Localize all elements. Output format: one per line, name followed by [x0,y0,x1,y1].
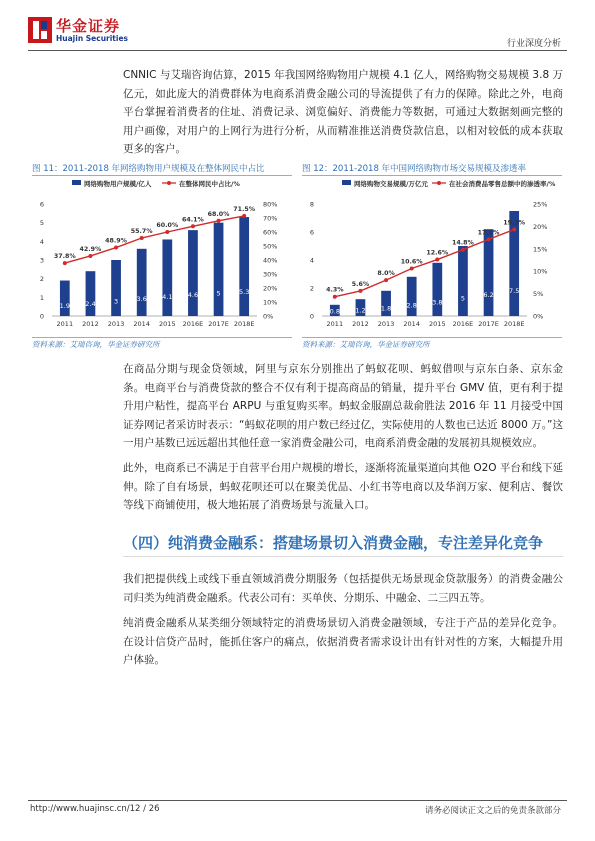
line-point [435,258,439,262]
line-point [410,267,414,271]
bar-value-label: 3.8 [432,298,443,307]
bar [86,271,96,316]
footer-disclaimer: 请务必阅读正文之后的免责条款部分 [424,806,561,816]
y-right-tick-label: 30% [263,270,278,279]
bar-value-label: 5 [216,289,221,298]
line-data-label: 37.8% [53,253,76,261]
chart-title: 图 12：2011-2018 年中国网络购物市场交易规模及渗透率 [302,164,527,174]
line-data-label: 19.3% [503,219,526,227]
bar [458,246,468,316]
bar-value-label: 0.8 [329,307,340,316]
x-tick-label: 2011 [326,320,344,328]
x-tick-label: 2018E [233,320,255,328]
paragraph-1: CNNIC 与艾瑞咨询估算，2015 年我国网络购物用户规模 4.1 亿人，网络购物交易规模 3.8 万亿元，如此庞大的消费群体为电商系消费金融公司的导流提供了有力的保障。除此之外，电商平台掌握着消费者的住址、消费记录、浏览偏好、消费能力等数据，可通过大数据刻画完整的用户画像，对用户的上网行为进行分析，从而精准推送消费贷款信息，以相对较低的成本获取更多的客户。 [123,69,563,156]
bar-value-label: 2.4 [85,300,96,309]
line-point [512,228,516,232]
x-tick-label: 2013 [107,320,125,328]
section-divider [123,556,563,557]
line-data-label: 68.0% [207,210,230,218]
y-right-tick-label: 0% [263,312,274,321]
y-right-tick-label: 10% [533,267,548,276]
line-point [63,261,67,265]
chart-canvas [32,176,292,336]
logo-text-en: Huajin Securities [56,34,129,43]
y-right-tick-label: 15% [533,245,548,254]
logo-text-cn: 华金证券 [56,17,121,35]
x-tick-label: 2014 [133,320,150,328]
line-data-label: 64.1% [182,216,204,224]
bar-value-label: 1.9 [59,302,70,311]
chart-source: 资料来源：艾瑞咨询，华金证券研究所 [302,340,430,349]
line-point [140,236,144,240]
legend-marker-line [167,181,171,185]
y-left-tick-label: 5 [39,219,44,228]
bar-value-label: 3.6 [136,295,147,304]
line-data-label: 55.7% [130,228,153,236]
y-left-tick-label: 6 [39,200,44,209]
chart-canvas [302,176,562,336]
bar [60,281,70,316]
bar [137,249,147,316]
y-right-tick-label: 40% [263,256,278,265]
footer-divider [28,800,567,801]
chart-title: 图 11：2011-2018 年网络购物用户规模及在整体网民中占比 [32,164,265,174]
line-data-label: 42.9% [79,245,102,253]
line-point [165,230,169,234]
y-left-tick-label: 1 [39,293,44,302]
y-left-tick-label: 2 [39,275,44,284]
y-left-tick-label: 6 [309,228,314,237]
chart-source: 资料来源：艾瑞咨询，华金证券研究所 [32,340,160,349]
y-right-tick-label: 20% [263,284,278,293]
x-tick-label: 2012 [82,320,99,328]
y-left-tick-label: 8 [309,200,314,209]
legend-label-bar: 网络购物用户规模/亿人 [84,180,152,188]
bar [111,260,121,316]
x-tick-label: 2011 [56,320,74,328]
y-right-tick-label: 5% [533,290,544,299]
legend-label-line: 在整体网民中占比/% [179,180,240,188]
x-tick-label: 2018E [503,320,525,328]
y-left-tick-label: 4 [309,256,314,265]
y-right-tick-label: 25% [533,200,548,209]
line-point [217,219,221,223]
x-tick-label: 2016E [182,320,204,328]
bar [509,211,519,316]
bar [162,239,172,316]
y-right-tick-label: 20% [533,222,548,231]
bar-value-label: 4.1 [162,293,173,302]
x-tick-label: 2015 [429,320,446,328]
paragraph-2: 在商品分期与现金贷领域，阿里与京东分别推出了蚂蚁花呗、蚂蚁借呗与京东白条、京东金条。电商平台与消费贷款的整合不仅有利于提高商品的销量，提升平台 GMV 值，更有利于提升用户粘性，提高平台 ARPU 与重复购买率。蚂蚁金服副总裁俞胜法 2016 年 11 月接受中国证券网记者采访时表示：“蚂蚁花呗的用户数已经过亿，实际使用的人数也已达近 8000 万。”这一用户基数已远远超出其他任意一家消费金融公司，电商系消费金融的发展初具规模效应。 [123,363,563,450]
line-point [487,237,491,241]
paragraph-5: 纯消费金融系从某类细分领域特定的消费场景切入消费金融领域，专注于产品的差异化竞争。在设计信贷产品时，能抓住客户的痛点，依据消费者需求设计出有针对性的方案，大幅提升用户体验。 [123,617,563,667]
huajin-logo-icon [28,17,52,43]
y-right-tick-label: 80% [263,200,278,209]
y-right-tick-label: 50% [263,242,278,251]
legend-swatch-bar [72,180,81,185]
section-heading: （四）纯消费金融系：搭建场景切入消费金融，专注差异化竞争 [123,534,544,552]
x-tick-label: 2016E [452,320,474,328]
line-data-label: 48.9% [105,237,127,245]
chart-figure-12 [302,162,562,348]
bar-value-label: 3 [113,297,119,306]
line-point [461,248,465,252]
y-right-tick-label: 70% [263,214,278,223]
y-left-tick-label: 2 [309,284,314,293]
line-point [242,214,246,218]
bar-value-label: 2.8 [406,301,417,310]
footer-url-page: http://www.huajinsc.cn/12 / 26 [30,804,160,814]
bar-value-label: 7.5 [509,286,520,295]
line-data-label: 8.0% [377,270,395,278]
paragraph-3: 此外，电商系已不满足于自营平台用户规模的增长，逐渐将流量渠道向其他 O2O 平台和线下延伸。除了自有场景，蚂蚁花呗还可以在聚美优品、小红书等电商以及华润万家、便利店、餐饮等线下商铺使用，极大地拓展了消费场景与流量入口。 [123,462,563,512]
x-tick-label: 2013 [377,320,395,328]
line-point [191,224,195,228]
bar [484,229,494,316]
line-data-label: 17.1% [477,229,500,237]
bar [407,277,417,316]
line-data-label: 4.3% [326,286,344,294]
bar-value-label: 5.3 [239,288,250,297]
bar [188,230,198,316]
line-data-label: 5.6% [351,280,370,288]
x-tick-label: 2012 [352,320,369,328]
line-point [384,278,388,282]
paragraph-4: 我们把提供线上或线下垂直领域消费分期服务（包括提供无场景现金贷款服务）的消费金融公司归类为纯消费金融系。代表公司有：买单侠、分期乐、中融金、二三四五等。 [123,573,563,604]
bar [432,263,442,316]
header-divider [28,50,567,51]
page-header [0,0,595,52]
y-left-tick-label: 0 [39,312,44,321]
legend-marker-line [437,181,441,185]
chart-source-rule [32,337,292,338]
legend-swatch-bar [342,180,351,185]
y-right-tick-label: 60% [263,228,278,237]
line-data-label: 12.6% [426,249,449,257]
bar-value-label: 1.2 [355,306,366,315]
report-category: 行业深度分析 [506,39,561,49]
legend-label-line: 在社会消费品零售总额中的渗透率/% [449,180,556,188]
line-data-label: 71.5% [233,205,256,213]
legend-label-bar: 网络购物交易规模/万亿元 [354,180,428,188]
chart-figure-11 [32,162,292,348]
bar-value-label: 5 [460,294,466,303]
y-left-tick-label: 4 [39,237,44,246]
bar [239,217,249,316]
x-tick-label: 2014 [403,320,420,328]
bar-value-label: 4.6 [187,291,199,300]
line-point [333,295,337,299]
x-tick-label: 2017E [478,320,499,328]
y-left-tick-label: 3 [39,256,44,265]
x-tick-label: 2017E [208,320,229,328]
bar [214,223,224,316]
y-left-tick-label: 0 [309,312,314,321]
chart-source-rule [302,337,562,338]
line-data-label: 60.0% [156,222,179,229]
line-point [114,246,118,250]
line-data-label: 14.8% [452,239,474,247]
bar-value-label: 1.8 [380,304,392,313]
line-data-label: 10.6% [400,258,423,266]
y-right-tick-label: 0% [533,312,544,321]
bar-value-label: 6.2 [483,290,494,299]
y-right-tick-label: 10% [263,298,278,307]
line-point [358,289,362,293]
line-point [88,254,92,258]
x-tick-label: 2015 [159,320,176,328]
